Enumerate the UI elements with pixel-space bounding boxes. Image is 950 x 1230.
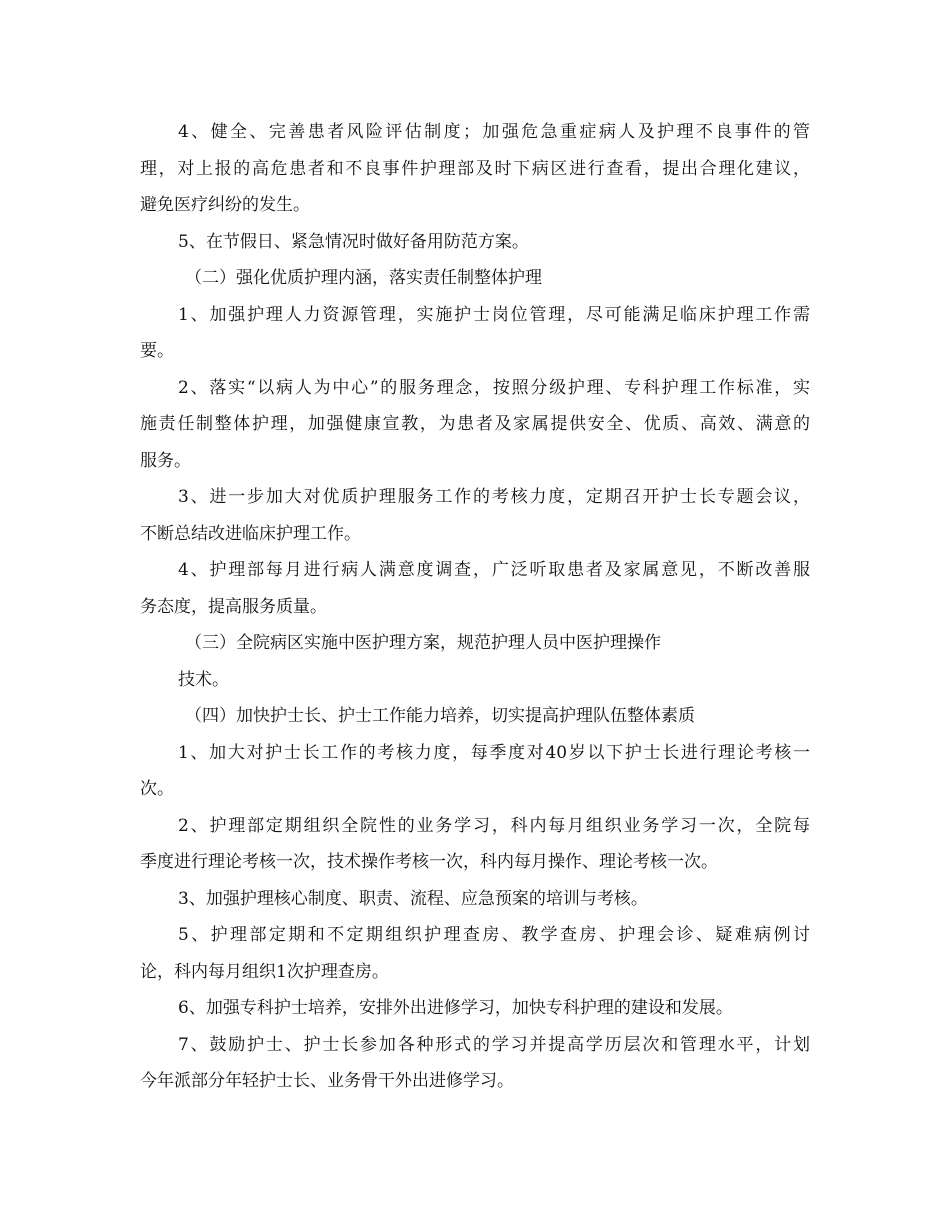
paragraph-line: 2、落实“以病人为中心”的服务理念，按照分级护理、专科护理工作标准，实: [178, 377, 810, 398]
paragraph-line: 3、进一步加大对优质护理服务工作的考核力度，定期召开护士长专题会议，: [178, 487, 810, 507]
paragraph-line: 论，科内每月组织1次护理查房。: [140, 961, 389, 982]
paragraph-line: 3、加强护理核心制度、职责、流程、应急预案的培训与考核。: [178, 888, 648, 909]
paragraph-line: 要。: [140, 341, 174, 361]
document-body: [140, 114, 810, 1100]
paragraph-line: 4、护理部每月进行病人满意度调查，广泛听取患者及家属意见，不断改善服: [178, 560, 810, 580]
paragraph-line: 次。: [140, 779, 174, 799]
paragraph-line: 2、护理部定期组织全院性的业务学习，科内每月组织业务学习一次，全院每: [178, 815, 810, 836]
paragraph-line: 不断总结改进临床护理工作。: [140, 523, 361, 544]
paragraph-line: 7、鼓励护士、护士长参加各种形式的学习并提高学历层次和管理水平，计划: [178, 1034, 810, 1055]
paragraph-line: 5、在节假日、紧急情况时做好备用防范方案。: [178, 231, 529, 252]
paragraph-line: 务态度，提高服务质量。: [140, 596, 327, 617]
section-heading: （三）全院病区实施中医护理方案，规范护理人员中医护理操作: [185, 633, 661, 653]
paragraph-line: 服务。: [140, 450, 191, 471]
paragraph-line: 理，对上报的高危患者和不良事件护理部及时下病区进行查看，提出合理化建议，: [140, 158, 810, 179]
paragraph-line: 1、加强护理人力资源管理，实施护士岗位管理，尽可能满足临床护理工作需: [178, 304, 810, 325]
section-heading: （二）强化优质护理内涵，落实责任制整体护理: [185, 268, 542, 288]
paragraph-line: 今年派部分年轻护士长、业务骨干外出进修学习。: [140, 1071, 514, 1091]
paragraph-line: 1、加大对护士长工作的考核力度，每季度对40岁以下护士长进行理论考核一: [178, 742, 810, 763]
section-heading: （四）加快护士长、护士工作能力培养，切实提高护理队伍整体素质: [185, 706, 695, 726]
paragraph-line: 6、加强专科护士培养，安排外出进修学习，加快专科护理的建设和发展。: [178, 998, 733, 1018]
paragraph-line: 4、健全、完善患者风险评估制度；加强危急重症病人及护理不良事件的管: [178, 122, 810, 142]
paragraph-line: 季度进行理论考核一次，技术操作考核一次，科内每月操作、理论考核一次。: [140, 852, 718, 872]
paragraph-line: 5、护理部定期和不定期组织护理查房、教学查房、护理会诊、疑难病例讨: [178, 925, 810, 945]
paragraph-line: 避免医疗纠纷的发生。: [140, 195, 310, 215]
section-heading-continuation: 技术。: [178, 669, 229, 690]
paragraph-line: 施责任制整体护理，加强健康宣教，为患者及家属提供安全、优质、高效、满意的: [140, 414, 810, 434]
